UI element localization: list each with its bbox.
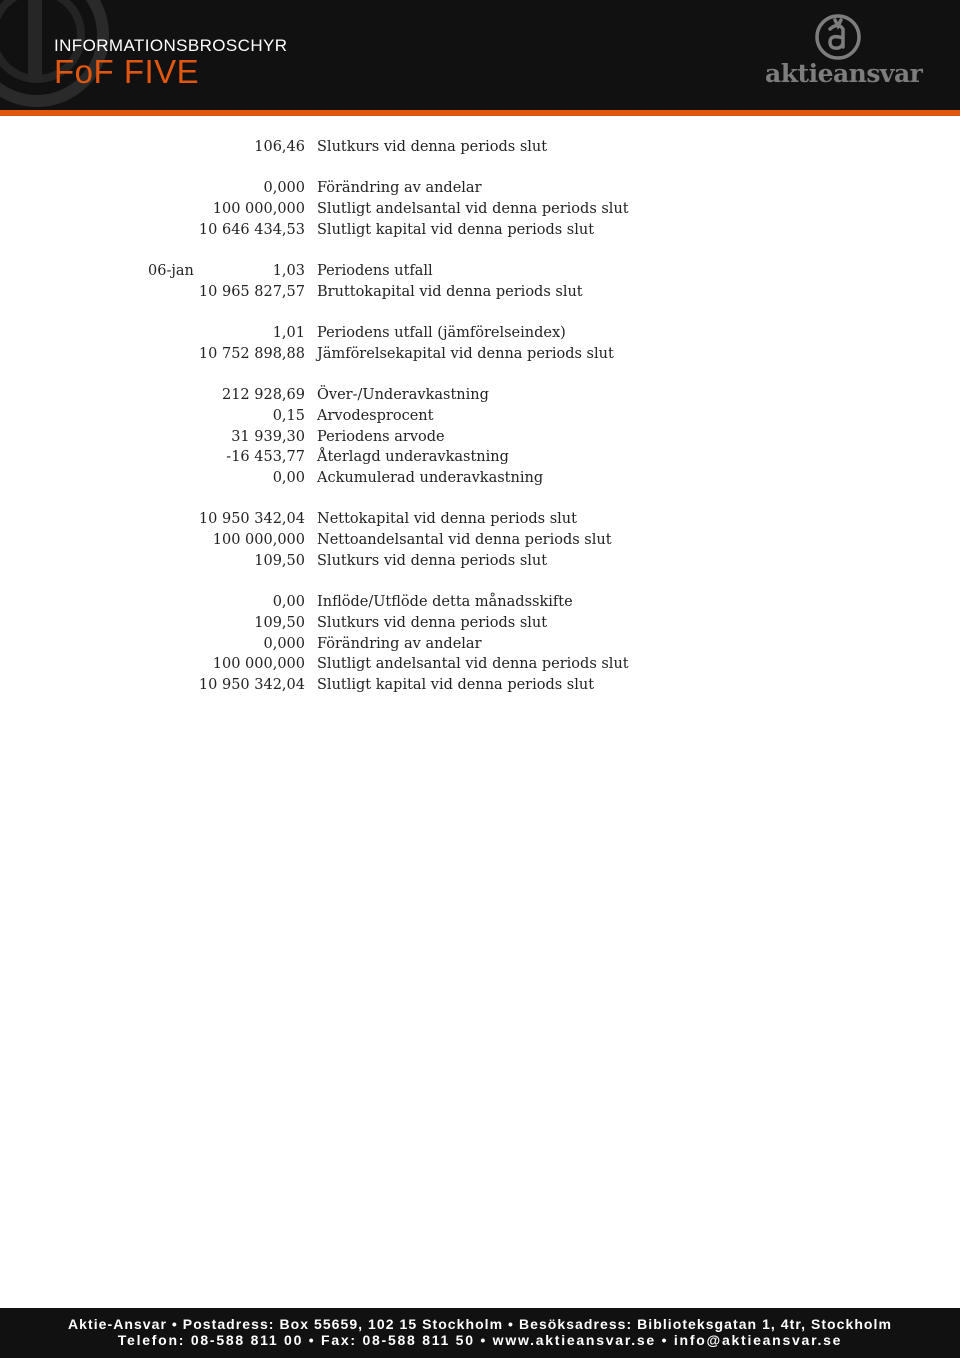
table-row	[0, 447, 960, 468]
table-row	[0, 385, 960, 406]
footer-address: Aktie-Ansvar • Postadress: Box 55659, 102 15 Stockholm • Besöksadress: Biblioteksgatan 1, 4tr, Stockholm	[68, 1316, 892, 1332]
row-value: 100 000,000	[212, 201, 305, 218]
row-value: 0,000	[263, 635, 305, 652]
row-label: Slutkurs vid denna periods slut	[317, 139, 548, 155]
page-header	[0, 0, 960, 110]
row-label: Inflöde/Utflöde detta månadsskifte	[317, 594, 573, 611]
table-row	[0, 468, 960, 489]
table-row	[0, 261, 960, 282]
row-value: 0,15	[272, 407, 305, 424]
row-label: Förändring av andelar	[317, 635, 482, 652]
row-value: 10 646 434,53	[198, 221, 305, 238]
page-footer	[0, 1308, 960, 1358]
row-value: 109,50	[254, 614, 305, 631]
table-row	[0, 675, 960, 696]
table-row	[0, 178, 960, 199]
logo-wordmark: aktieansvar	[765, 59, 923, 88]
report-table	[0, 137, 960, 696]
table-row	[0, 592, 960, 613]
row-label: Återlagd underavkastning	[317, 449, 509, 466]
brochure-label: INFORMATIONSBROSCHYR	[54, 36, 288, 55]
row-value: 0,00	[272, 470, 305, 486]
table-row	[0, 551, 960, 572]
row-label: Nettokapital vid denna periods slut	[317, 511, 577, 528]
table-row	[0, 344, 960, 365]
footer-contact: Telefon: 08-588 811 00 • Fax: 08-588 811 50 • www.aktieansvar.se • info@aktieansvar.se	[117, 1332, 843, 1348]
row-value: 100 000,000	[212, 656, 305, 673]
row-label: Slutligt kapital vid denna periods slut	[317, 221, 595, 238]
row-label: Periodens utfall (jämförelseindex)	[317, 325, 566, 342]
row-date: 06-jan	[148, 263, 194, 280]
row-value: 100 000,000	[212, 532, 305, 549]
row-label: Slutligt andelsantal vid denna periods slut	[317, 656, 629, 673]
row-value: 10 950 342,04	[198, 511, 305, 528]
table-row	[0, 634, 960, 655]
row-label: Över-/Underavkastning	[317, 387, 489, 404]
row-label: Slutligt andelsantal vid denna periods slut	[317, 201, 629, 218]
table-row	[0, 323, 960, 344]
row-value: 109,50	[254, 552, 305, 569]
row-value: 106,46	[254, 139, 305, 155]
row-label: Ackumulerad underavkastning	[317, 470, 544, 486]
row-label: Arvodesprocent	[317, 407, 434, 424]
row-label: Förändring av andelar	[317, 180, 482, 197]
table-row	[0, 530, 960, 551]
table-row	[0, 509, 960, 530]
row-value: 0,00	[272, 594, 305, 611]
row-label: Periodens arvode	[317, 428, 445, 445]
row-value: -16 453,77	[226, 449, 305, 466]
table-row	[0, 427, 960, 448]
row-value: 212 928,69	[221, 387, 305, 404]
row-label: Slutkurs vid denna periods slut	[317, 552, 548, 569]
row-label: Periodens utfall	[317, 263, 433, 280]
row-value: 0,000	[263, 180, 305, 197]
aktieansvar-logo-icon	[813, 12, 863, 62]
table-row	[0, 282, 960, 303]
row-label: Jämförelsekapital vid denna periods slut	[317, 345, 614, 362]
row-value: 31 939,30	[231, 428, 305, 445]
row-label: Bruttokapital vid denna periods slut	[317, 283, 583, 300]
row-label: Slutkurs vid denna periods slut	[317, 614, 548, 631]
table-row	[0, 406, 960, 427]
header-accent-stripe	[0, 110, 960, 116]
row-value: 1,01	[272, 325, 305, 342]
row-value: 1,03	[272, 263, 305, 280]
table-row	[0, 613, 960, 634]
table-row	[0, 654, 960, 675]
row-value: 10 965 827,57	[198, 283, 305, 300]
row-label: Slutligt kapital vid denna periods slut	[317, 676, 595, 693]
row-label: Nettoandelsantal vid denna periods slut	[317, 532, 612, 549]
table-row	[0, 137, 960, 158]
row-value: 10 752 898,88	[198, 345, 305, 362]
table-row	[0, 220, 960, 241]
row-value: 10 950 342,04	[198, 676, 305, 693]
fund-title: FoF FIVE	[54, 53, 200, 90]
table-row	[0, 199, 960, 220]
